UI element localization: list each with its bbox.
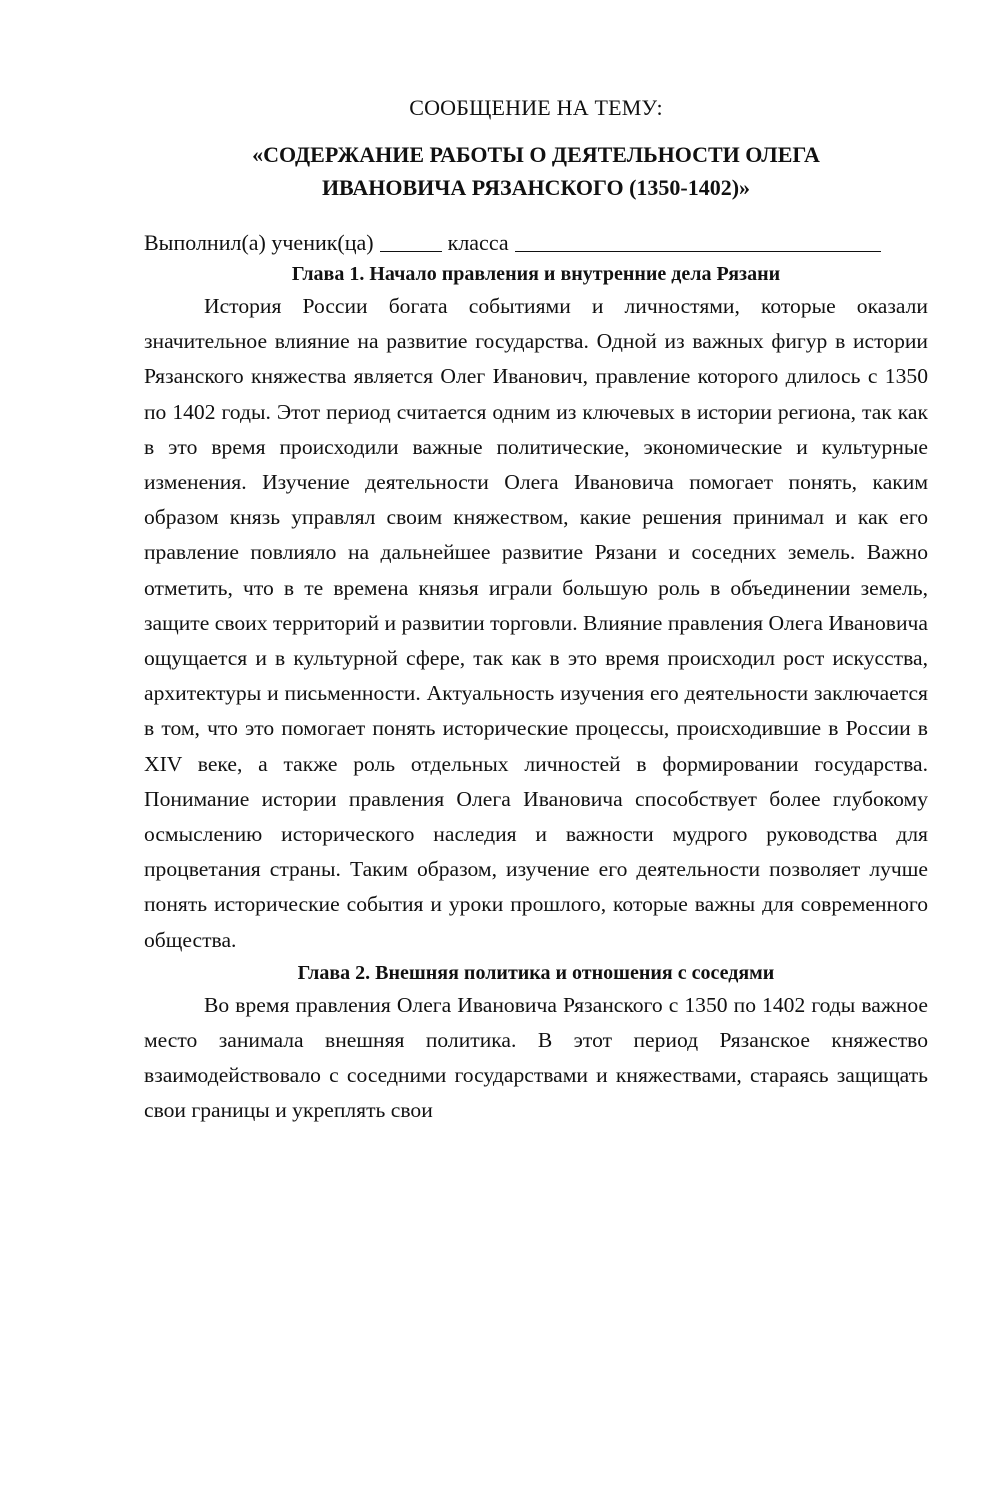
chapter-1-text: История России богата событиями и личностями, которые оказали значительное влияние на развитие государства. Одной из важных фигур в истории Рязанского княжества является Олег Иванович, правление которого длилось с 1350 по 1402 годы. Этот период считается одним из ключевых в истории региона, так как в это время происходили важные политические, экономические и культурные изменения. Изучение деятельности Олега Ивановича помогает понять, каким образом князь управлял своим княжеством, какие решения принимал и как его правление повлияло на дальнейшее развитие Рязани и соседних земель. Важно отметить, что в те времена князья играли большую роль в объединении земель, защите своих территорий и развитии торговли. Влияние правления Олега Ивановича ощущается и в культурной сфере, так как в это время происходил рост искусства, архитектуры и письменности. Актуальность изучения его деятельности заключается в том, что это помогает понять исторические процессы, происходившие в России в XIV веке, а также роль отдельных личностей в формировании государства. Понимание истории правления Олега Ивановича способствует более глубокому осмыслению исторического наследия и важности мудрого руководства для процветания страны. Таким образом, изучение его деятельности позволяет лучше понять исторические события и уроки прошлого, которые важны для современного общества. [144, 294, 928, 952]
report-type-line: СООБЩЕНИЕ НА ТЕМУ: [409, 95, 663, 120]
chapter-1-heading: Глава 1. Начало правления и внутренние дела Рязани [291, 263, 781, 285]
report-title-line-2: ИВАНОВИЧА РЯЗАНСКОГО (1350-1402)» [321, 175, 751, 200]
author-prefix: Выполнил(а) ученик(ца) [144, 230, 374, 255]
chapter-2-heading: Глава 2. Внешняя политика и отношения с соседями [297, 961, 775, 984]
class-blank [380, 250, 442, 252]
report-title [144, 138, 928, 204]
author-line [144, 227, 928, 259]
chapter-2-text: Во время правления Олега Ивановича Рязанского с 1350 по 1402 годы важное место занимала внешняя политика. В этот период Рязанское княжество взаимодействовало с соседними государствами и княжествами, стараясь защищать свои границы и укреплять свои [144, 992, 928, 1123]
class-word: класса [447, 230, 509, 255]
document-page [0, 92, 1000, 1506]
name-blank [515, 250, 881, 252]
report-title-line-1: «СОДЕРЖАНИЕ РАБОТЫ О ДЕЯТЕЛЬНОСТИ ОЛЕГА [252, 142, 820, 167]
